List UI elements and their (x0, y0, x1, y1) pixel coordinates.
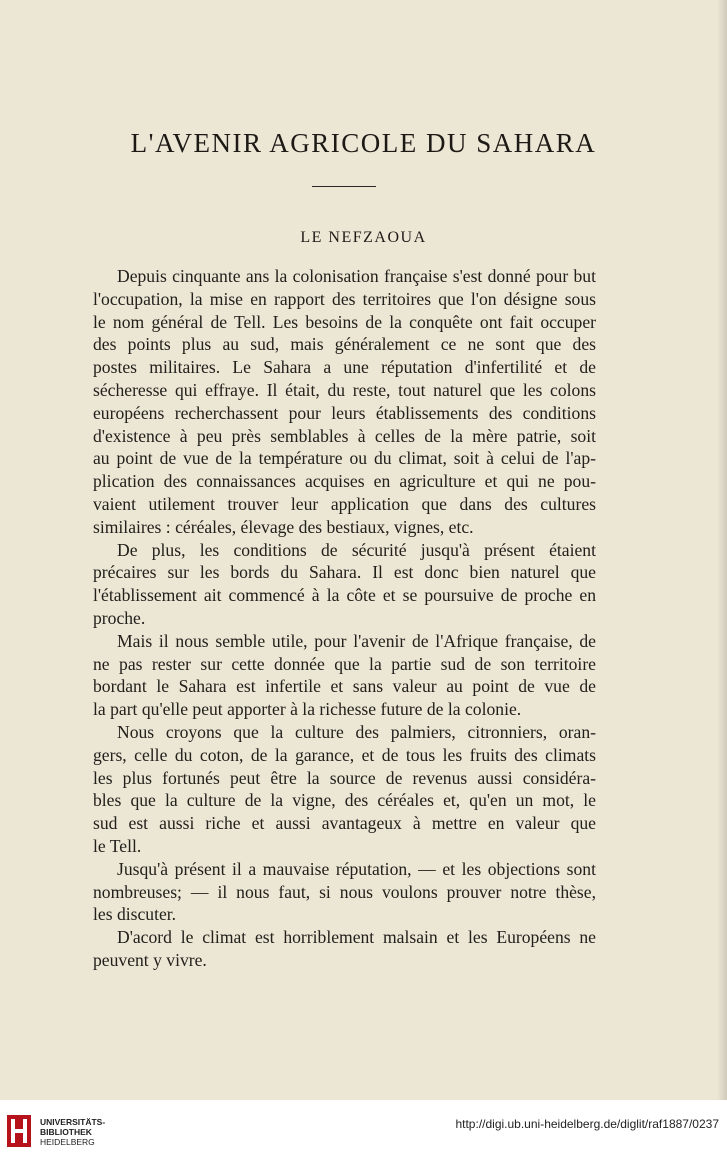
article-subtitle: LE NEFZAOUA (300, 229, 427, 246)
text-line: les discuter. (93, 904, 177, 925)
text-line: similaires : céréales, élevage des bestiaux, vignes, etc. (93, 516, 474, 537)
text-line: Mais il nous semble utile, pour l'avenir de l'Afrique française, de (117, 630, 596, 651)
text-line: nombreuses; — il nous faut, si nous voulons prouver notre thèse, (93, 881, 596, 902)
text-line: précaires sur les bords du Sahara. Il est donc bien naturel que (93, 562, 596, 583)
text-line: De plus, les conditions de sécurité jusqu'à présent étaient (117, 539, 596, 560)
text-line: plication des connaissances acquises en agriculture et qui ne pou- (93, 471, 596, 492)
text-line: ne pas rester sur cette donnée que la partie sud de son territoire (93, 653, 596, 674)
paragraph (93, 858, 596, 926)
paragraph (93, 630, 596, 721)
text-line: des points plus au sud, mais généralement ce ne sont que des (93, 334, 596, 355)
text-line: la part qu'elle peut apporter à la richesse future de la colonie. (93, 699, 522, 720)
library-name-line3: HEIDELBERG (40, 1137, 95, 1147)
text-line: bles que la culture de la vigne, des céréales et, qu'en un mot, le (93, 790, 596, 811)
library-name-line1: UNIVERSITÄTS- (40, 1117, 106, 1127)
paragraph (93, 539, 596, 630)
text-line: bordant le Sahara est infertile et sans valeur au point de vue de (93, 676, 596, 697)
text-line: les plus fortunés peut être la source de revenus aussi considéra- (93, 767, 596, 788)
footer-bar (0, 1100, 727, 1163)
text-line: l'établissement ait commencé à la côte et se poursuive de proche en (93, 585, 596, 606)
heidelberg-library-logo-icon (6, 1114, 32, 1148)
library-name (40, 1117, 105, 1147)
paragraph (93, 721, 596, 858)
text-line: au point de vue de la température ou du climat, soit à celui de l'ap- (93, 448, 596, 469)
title-divider (312, 186, 376, 187)
library-name-line2: BIBLIOTHEK (40, 1127, 92, 1137)
text-line: Nous croyons que la culture des palmiers, citronniers, oran- (117, 721, 596, 742)
text-line: d'existence à peu près semblables à celles de la mère patrie, soit (93, 425, 596, 446)
article-body (93, 265, 596, 972)
text-line: le Tell. (93, 835, 142, 856)
text-line: gers, celle du coton, de la garance, et de tous les fruits des climats (93, 744, 596, 765)
text-line: postes militaires. Le Sahara a une réputation d'infertilité et de (93, 357, 596, 378)
text-line: proche. (93, 607, 146, 628)
source-url-link[interactable]: http://digi.ub.uni-heidelberg.de/diglit/raf1887/0237 (455, 1117, 719, 1131)
text-line: l'occupation, la mise en rapport des territoires que l'on désigne sous (93, 288, 596, 309)
text-line: sécheresse qui effraye. Il était, du reste, tout naturel que les colons (93, 379, 596, 400)
article-title: L'AVENIR AGRICOLE DU SAHARA (130, 128, 597, 158)
text-line: Depuis cinquante ans la colonisation française s'est donné pour but (117, 266, 596, 286)
paragraph (93, 926, 596, 972)
text-line: peuvent y vivre. (93, 949, 207, 970)
text-line: sud est aussi riche et aussi avantageux à mettre en valeur que (93, 813, 596, 834)
text-line: D'acord le climat est horriblement malsain et les Européens ne (117, 927, 596, 948)
text-line: européens recherchassent pour leurs établissements des conditions (93, 402, 596, 423)
page-edge-shadow (717, 0, 727, 1100)
text-line: le nom général de Tell. Les besoins de la conquête ont fait occuper (93, 311, 596, 332)
text-line: vaient utilement trouver leur application que dans des cultures (93, 493, 596, 514)
text-line: Jusqu'à présent il a mauvaise réputation, — et les objections sont (117, 858, 596, 879)
paragraph (93, 265, 596, 539)
